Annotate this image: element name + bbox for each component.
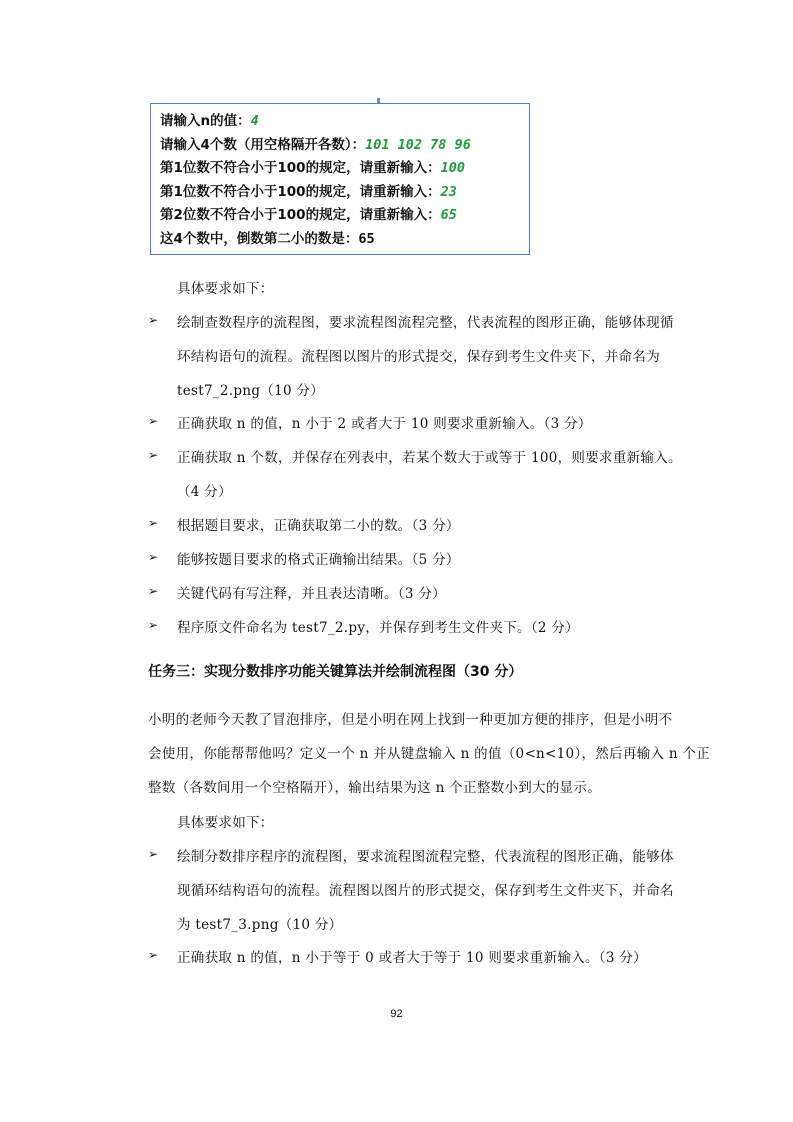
task3-requirements-intro: 具体要求如下： bbox=[177, 815, 274, 831]
bullet-arrow-icon: ➢ bbox=[148, 414, 159, 428]
console-user-input: 100 bbox=[440, 160, 465, 176]
requirement-1-line-1: 绘制查数程序的流程图，要求流程图流程完整，代表流程的图形正确，能够体现循 bbox=[177, 315, 674, 331]
task3-requirement-1-line-1: 绘制分数排序程序的流程图，要求流程图流程完整，代表流程的图形正确，能够体 bbox=[177, 849, 674, 865]
task3-paragraph-line-3: 整数（各数间用一个空格隔开），输出结果为这 n 个正整数小到大的显示。 bbox=[148, 780, 602, 796]
console-line-4 bbox=[160, 181, 529, 205]
requirement-4: 根据题目要求，正确获取第二小的数。（3 分） bbox=[177, 518, 460, 534]
console-prompt: 第1位数不符合小于100的规定，请重新输入： bbox=[160, 160, 441, 176]
task3-requirement-1-line-2: 现循环结构语句的流程。流程图以图片的形式提交，保存到考生文件夹下，并命名 bbox=[177, 883, 674, 899]
console-user-input: 4 bbox=[250, 113, 259, 129]
requirement-3-line-1: 正确获取 n 个数，并保存在列表中，若某个数大于或等于 100，则要求重新输入。 bbox=[177, 450, 682, 466]
task3-paragraph-line-1: 小明的老师今天教了冒泡排序，但是小明在网上找到一种更加方便的排序，但是小明不 bbox=[148, 712, 673, 728]
bullet-arrow-icon: ➢ bbox=[148, 584, 159, 598]
console-prompt: 请输入4个数（用空格隔开各数）： bbox=[160, 136, 366, 153]
console-prompt: 第2位数不符合小于100的规定，请重新输入： bbox=[160, 207, 441, 223]
requirement-6: 关键代码有写注释，并且表达清晰。（3 分） bbox=[177, 586, 446, 602]
console-prompt: 请输入n的值： bbox=[160, 113, 251, 129]
console-line-1 bbox=[160, 110, 529, 134]
bullet-arrow-icon: ➢ bbox=[148, 448, 159, 462]
task3-requirement-1-line-3: 为 test7_3.png（10 分） bbox=[177, 917, 343, 933]
requirement-2: 正确获取 n 的值，n 小于 2 或者大于 10 则要求重新输入。（3 分） bbox=[177, 416, 592, 432]
bullet-arrow-icon: ➢ bbox=[148, 313, 159, 327]
console-line-6 bbox=[160, 228, 529, 252]
console-prompt: 这4个数中，倒数第二小的数是： bbox=[160, 230, 359, 247]
console-line-2 bbox=[160, 134, 529, 158]
page-number: 92 bbox=[390, 1008, 403, 1020]
console-line-5 bbox=[160, 204, 529, 228]
bullet-arrow-icon: ➢ bbox=[148, 550, 159, 564]
requirement-5: 能够按题目要求的格式正确输出结果。（5 分） bbox=[177, 552, 460, 568]
task3-paragraph-line-2: 会使用，你能帮帮他吗？定义一个 n 并从键盘输入 n 的值（0<n<10），然后再输入 n 个正 bbox=[148, 746, 711, 762]
console-output-box bbox=[150, 103, 530, 255]
requirement-3-line-2: （4 分） bbox=[177, 484, 232, 500]
requirements-intro: 具体要求如下： bbox=[177, 281, 274, 297]
console-result: 65 bbox=[358, 230, 375, 247]
console-top-mark bbox=[377, 98, 380, 103]
console-user-input: 23 bbox=[440, 183, 457, 200]
task3-heading: 任务三：实现分数排序功能关键算法并绘制流程图（30 分） bbox=[148, 664, 523, 680]
console-prompt: 第1位数不符合小于100的规定，请重新输入： bbox=[160, 183, 441, 200]
console-line-3 bbox=[160, 157, 529, 181]
console-user-input: 101 102 78 96 bbox=[365, 136, 471, 153]
bullet-arrow-icon: ➢ bbox=[148, 618, 159, 632]
bullet-arrow-icon: ➢ bbox=[148, 516, 159, 530]
console-user-input: 65 bbox=[440, 207, 457, 223]
bullet-arrow-icon: ➢ bbox=[148, 847, 159, 861]
requirement-1-line-2: 环结构语句的流程。流程图以图片的形式提交，保存到考生文件夹下，并命名为 bbox=[177, 349, 660, 365]
task3-requirement-2: 正确获取 n 的值，n 小于等于 0 或者大于等于 10 则要求重新输入。（3 分） bbox=[177, 950, 647, 966]
requirement-1-line-3: test7_2.png（10 分） bbox=[177, 383, 325, 399]
bullet-arrow-icon: ➢ bbox=[148, 948, 159, 962]
requirement-7: 程序原文件命名为 test7_2.py，并保存到考生文件夹下。（2 分） bbox=[177, 620, 579, 636]
